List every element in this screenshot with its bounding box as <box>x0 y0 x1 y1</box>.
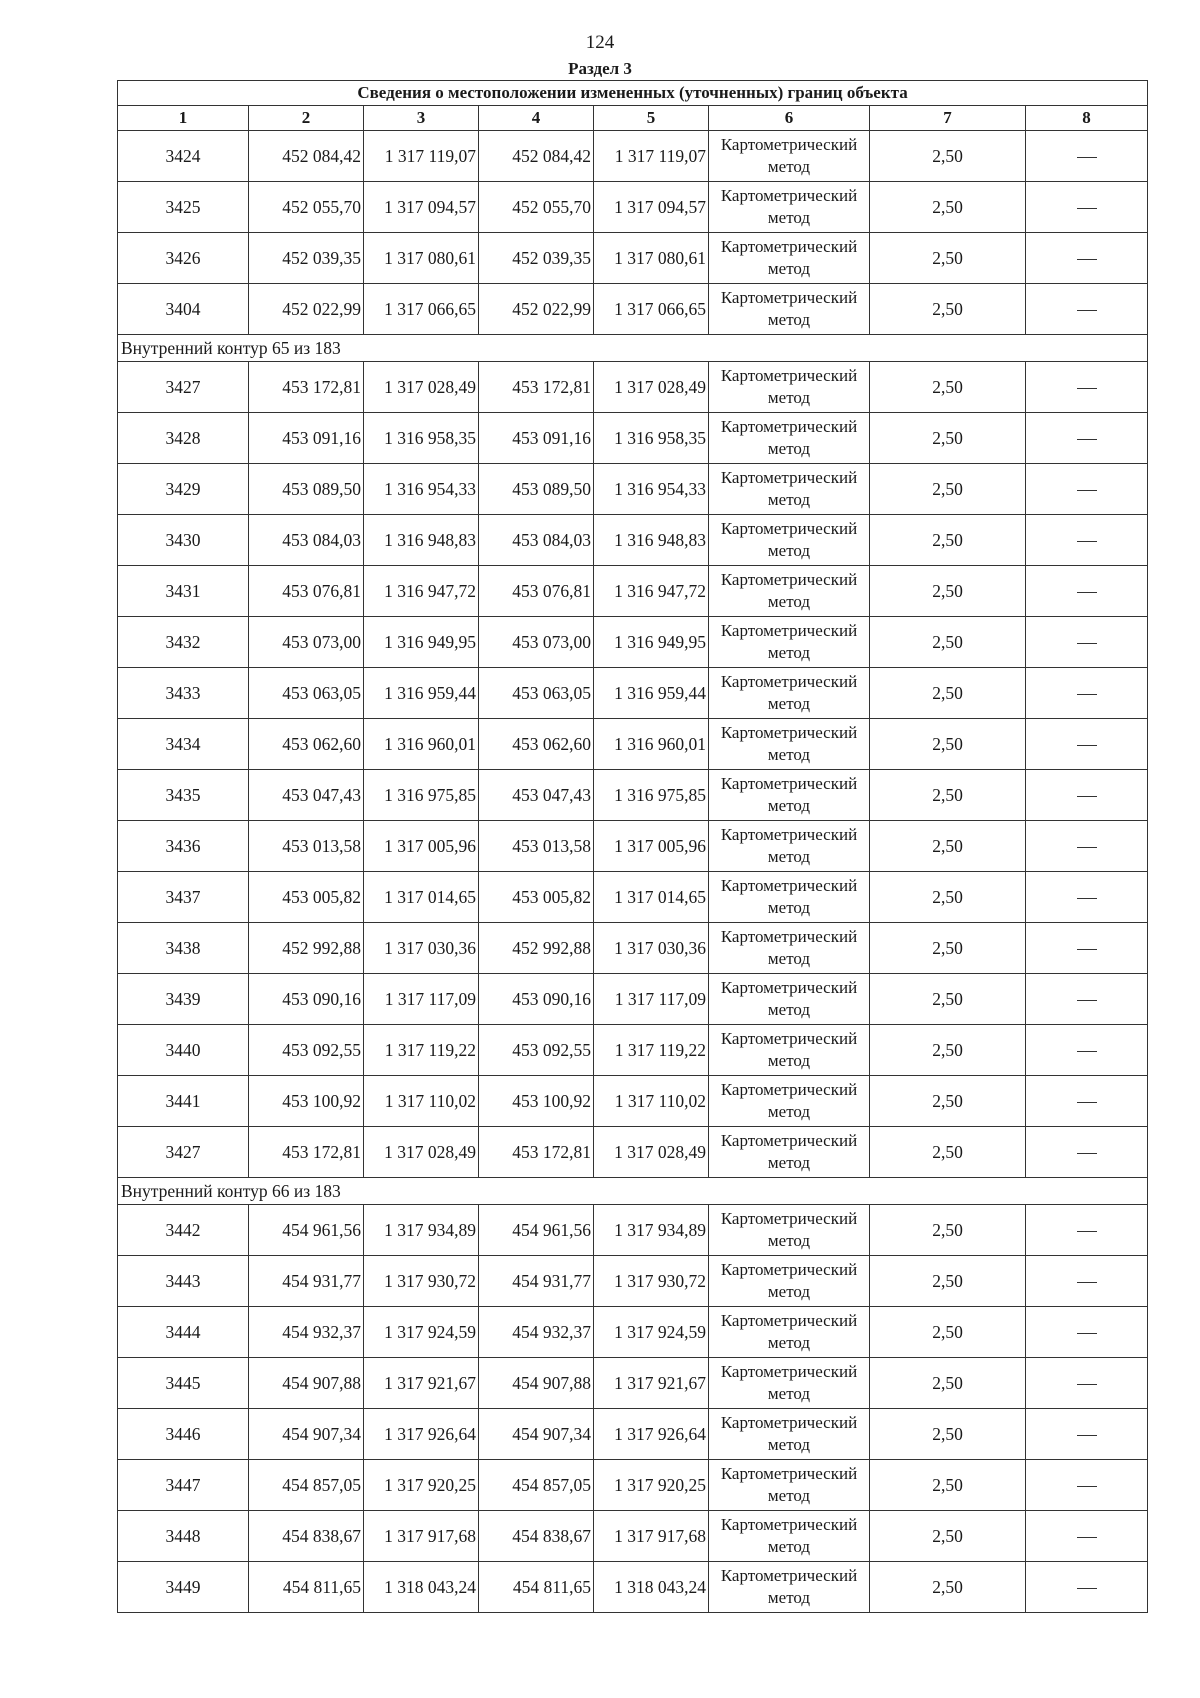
accuracy-cell: 2,50 <box>870 1307 1026 1358</box>
method-cell: Картометрический метод <box>709 770 870 821</box>
contour-row <box>118 335 1148 362</box>
note-cell <box>1026 566 1148 617</box>
accuracy-cell: 2,50 <box>870 464 1026 515</box>
empty-dash <box>1077 643 1097 644</box>
refined-x-cell: 453 076,81 <box>479 566 594 617</box>
table-row <box>118 821 1148 872</box>
empty-dash <box>1077 1537 1097 1538</box>
existing-y-cell: 1 316 948,83 <box>364 515 479 566</box>
column-number: 6 <box>709 106 870 131</box>
existing-x-cell: 453 047,43 <box>249 770 364 821</box>
refined-y-cell: 1 317 028,49 <box>594 1127 709 1178</box>
existing-y-cell: 1 316 949,95 <box>364 617 479 668</box>
refined-x-cell: 454 907,34 <box>479 1409 594 1460</box>
empty-dash <box>1077 694 1097 695</box>
empty-dash <box>1077 1051 1097 1052</box>
table-row <box>118 182 1148 233</box>
refined-y-cell: 1 317 930,72 <box>594 1256 709 1307</box>
refined-y-cell: 1 317 028,49 <box>594 362 709 413</box>
note-cell <box>1026 362 1148 413</box>
existing-y-cell: 1 318 043,24 <box>364 1562 479 1613</box>
accuracy-cell: 2,50 <box>870 233 1026 284</box>
table-row <box>118 1076 1148 1127</box>
note-cell <box>1026 1127 1148 1178</box>
accuracy-cell: 2,50 <box>870 1460 1026 1511</box>
existing-x-cell: 454 857,05 <box>249 1460 364 1511</box>
empty-dash <box>1077 1486 1097 1487</box>
existing-x-cell: 453 063,05 <box>249 668 364 719</box>
method-cell: Картометрический метод <box>709 1076 870 1127</box>
table-row <box>118 1409 1148 1460</box>
point-number-cell: 3444 <box>118 1307 249 1358</box>
empty-dash <box>1077 259 1097 260</box>
method-cell: Картометрический метод <box>709 1025 870 1076</box>
table-row <box>118 1511 1148 1562</box>
existing-x-cell: 453 013,58 <box>249 821 364 872</box>
empty-dash <box>1077 898 1097 899</box>
existing-y-cell: 1 317 934,89 <box>364 1205 479 1256</box>
point-number-cell: 3429 <box>118 464 249 515</box>
refined-x-cell: 453 013,58 <box>479 821 594 872</box>
note-cell <box>1026 182 1148 233</box>
existing-x-cell: 453 172,81 <box>249 362 364 413</box>
accuracy-cell: 2,50 <box>870 413 1026 464</box>
note-cell <box>1026 284 1148 335</box>
existing-y-cell: 1 317 080,61 <box>364 233 479 284</box>
method-cell: Картометрический метод <box>709 1127 870 1178</box>
note-cell <box>1026 233 1148 284</box>
refined-y-cell: 1 317 117,09 <box>594 974 709 1025</box>
existing-x-cell: 454 907,88 <box>249 1358 364 1409</box>
empty-dash <box>1077 796 1097 797</box>
coordinates-table <box>117 80 1148 1613</box>
column-number: 3 <box>364 106 479 131</box>
existing-y-cell: 1 316 960,01 <box>364 719 479 770</box>
existing-x-cell: 452 039,35 <box>249 233 364 284</box>
empty-dash <box>1077 208 1097 209</box>
table-row <box>118 770 1148 821</box>
existing-y-cell: 1 317 028,49 <box>364 1127 479 1178</box>
point-number-cell: 3442 <box>118 1205 249 1256</box>
table-row <box>118 464 1148 515</box>
existing-y-cell: 1 316 975,85 <box>364 770 479 821</box>
method-cell: Картометрический метод <box>709 1358 870 1409</box>
point-number-cell: 3445 <box>118 1358 249 1409</box>
method-cell: Картометрический метод <box>709 1460 870 1511</box>
accuracy-cell: 2,50 <box>870 284 1026 335</box>
empty-dash <box>1077 541 1097 542</box>
note-cell <box>1026 1307 1148 1358</box>
point-number-cell: 3404 <box>118 284 249 335</box>
existing-y-cell: 1 317 924,59 <box>364 1307 479 1358</box>
empty-dash <box>1077 1000 1097 1001</box>
table-row <box>118 1025 1148 1076</box>
refined-x-cell: 453 172,81 <box>479 1127 594 1178</box>
existing-x-cell: 454 932,37 <box>249 1307 364 1358</box>
existing-x-cell: 452 992,88 <box>249 923 364 974</box>
existing-y-cell: 1 316 958,35 <box>364 413 479 464</box>
table-row <box>118 362 1148 413</box>
empty-dash <box>1077 439 1097 440</box>
accuracy-cell: 2,50 <box>870 515 1026 566</box>
method-cell: Картометрический метод <box>709 617 870 668</box>
point-number-cell: 3433 <box>118 668 249 719</box>
column-number: 7 <box>870 106 1026 131</box>
refined-x-cell: 454 857,05 <box>479 1460 594 1511</box>
empty-dash <box>1077 1102 1097 1103</box>
refined-x-cell: 454 907,88 <box>479 1358 594 1409</box>
point-number-cell: 3431 <box>118 566 249 617</box>
existing-y-cell: 1 316 959,44 <box>364 668 479 719</box>
note-cell <box>1026 617 1148 668</box>
note-cell <box>1026 131 1148 182</box>
accuracy-cell: 2,50 <box>870 1256 1026 1307</box>
refined-y-cell: 1 316 975,85 <box>594 770 709 821</box>
note-cell <box>1026 413 1148 464</box>
method-cell: Картометрический метод <box>709 566 870 617</box>
point-number-cell: 3434 <box>118 719 249 770</box>
method-cell: Картометрический метод <box>709 1307 870 1358</box>
point-number-cell: 3447 <box>118 1460 249 1511</box>
existing-x-cell: 453 090,16 <box>249 974 364 1025</box>
table-row <box>118 131 1148 182</box>
method-cell: Картометрический метод <box>709 182 870 233</box>
point-number-cell: 3427 <box>118 362 249 413</box>
existing-y-cell: 1 317 005,96 <box>364 821 479 872</box>
table-body <box>118 131 1148 1613</box>
refined-x-cell: 453 005,82 <box>479 872 594 923</box>
empty-dash <box>1077 157 1097 158</box>
existing-x-cell: 453 084,03 <box>249 515 364 566</box>
contour-label: Внутренний контур 66 из 183 <box>118 1178 1148 1205</box>
note-cell <box>1026 1358 1148 1409</box>
existing-y-cell: 1 317 921,67 <box>364 1358 479 1409</box>
method-cell: Картометрический метод <box>709 1409 870 1460</box>
point-number-cell: 3443 <box>118 1256 249 1307</box>
refined-y-cell: 1 317 924,59 <box>594 1307 709 1358</box>
refined-x-cell: 454 838,67 <box>479 1511 594 1562</box>
method-cell: Картометрический метод <box>709 1511 870 1562</box>
method-cell: Картометрический метод <box>709 413 870 464</box>
point-number-cell: 3425 <box>118 182 249 233</box>
column-number: 4 <box>479 106 594 131</box>
refined-y-cell: 1 317 926,64 <box>594 1409 709 1460</box>
table-row <box>118 974 1148 1025</box>
column-number: 2 <box>249 106 364 131</box>
existing-y-cell: 1 317 110,02 <box>364 1076 479 1127</box>
empty-dash <box>1077 1588 1097 1589</box>
accuracy-cell: 2,50 <box>870 131 1026 182</box>
accuracy-cell: 2,50 <box>870 1127 1026 1178</box>
note-cell <box>1026 668 1148 719</box>
existing-x-cell: 453 092,55 <box>249 1025 364 1076</box>
refined-y-cell: 1 317 080,61 <box>594 233 709 284</box>
table-row <box>118 1307 1148 1358</box>
existing-y-cell: 1 316 954,33 <box>364 464 479 515</box>
method-cell: Картометрический метод <box>709 464 870 515</box>
refined-y-cell: 1 317 917,68 <box>594 1511 709 1562</box>
table-row <box>118 1127 1148 1178</box>
table-row <box>118 872 1148 923</box>
method-cell: Картометрический метод <box>709 872 870 923</box>
refined-x-cell: 453 100,92 <box>479 1076 594 1127</box>
point-number-cell: 3436 <box>118 821 249 872</box>
refined-x-cell: 454 811,65 <box>479 1562 594 1613</box>
note-cell <box>1026 1562 1148 1613</box>
empty-dash <box>1077 1435 1097 1436</box>
table-row <box>118 1358 1148 1409</box>
existing-y-cell: 1 317 920,25 <box>364 1460 479 1511</box>
contour-row <box>118 1178 1148 1205</box>
accuracy-cell: 2,50 <box>870 821 1026 872</box>
note-cell <box>1026 1511 1148 1562</box>
point-number-cell: 3441 <box>118 1076 249 1127</box>
accuracy-cell: 2,50 <box>870 182 1026 233</box>
refined-y-cell: 1 317 119,22 <box>594 1025 709 1076</box>
method-cell: Картометрический метод <box>709 362 870 413</box>
refined-x-cell: 453 172,81 <box>479 362 594 413</box>
column-number: 1 <box>118 106 249 131</box>
refined-y-cell: 1 317 030,36 <box>594 923 709 974</box>
table-row <box>118 1460 1148 1511</box>
table-row <box>118 719 1148 770</box>
refined-y-cell: 1 316 947,72 <box>594 566 709 617</box>
method-cell: Картометрический метод <box>709 923 870 974</box>
note-cell <box>1026 1409 1148 1460</box>
note-cell <box>1026 515 1148 566</box>
method-cell: Картометрический метод <box>709 668 870 719</box>
method-cell: Картометрический метод <box>709 1562 870 1613</box>
note-cell <box>1026 923 1148 974</box>
table-row <box>118 413 1148 464</box>
point-number-cell: 3449 <box>118 1562 249 1613</box>
refined-x-cell: 454 961,56 <box>479 1205 594 1256</box>
existing-y-cell: 1 316 947,72 <box>364 566 479 617</box>
refined-x-cell: 452 022,99 <box>479 284 594 335</box>
accuracy-cell: 2,50 <box>870 1205 1026 1256</box>
refined-x-cell: 453 047,43 <box>479 770 594 821</box>
method-cell: Картометрический метод <box>709 974 870 1025</box>
accuracy-cell: 2,50 <box>870 770 1026 821</box>
accuracy-cell: 2,50 <box>870 668 1026 719</box>
method-cell: Картометрический метод <box>709 233 870 284</box>
table-row <box>118 617 1148 668</box>
refined-y-cell: 1 316 954,33 <box>594 464 709 515</box>
note-cell <box>1026 872 1148 923</box>
refined-y-cell: 1 317 014,65 <box>594 872 709 923</box>
table-row <box>118 1256 1148 1307</box>
existing-x-cell: 453 100,92 <box>249 1076 364 1127</box>
note-cell <box>1026 1256 1148 1307</box>
existing-x-cell: 453 089,50 <box>249 464 364 515</box>
refined-x-cell: 454 931,77 <box>479 1256 594 1307</box>
method-cell: Картометрический метод <box>709 1256 870 1307</box>
refined-y-cell: 1 317 921,67 <box>594 1358 709 1409</box>
accuracy-cell: 2,50 <box>870 719 1026 770</box>
note-cell <box>1026 464 1148 515</box>
refined-y-cell: 1 316 948,83 <box>594 515 709 566</box>
column-number: 8 <box>1026 106 1148 131</box>
method-cell: Картометрический метод <box>709 284 870 335</box>
empty-dash <box>1077 490 1097 491</box>
note-cell <box>1026 1205 1148 1256</box>
refined-x-cell: 453 063,05 <box>479 668 594 719</box>
empty-dash <box>1077 1384 1097 1385</box>
accuracy-cell: 2,50 <box>870 1358 1026 1409</box>
contour-label: Внутренний контур 65 из 183 <box>118 335 1148 362</box>
existing-y-cell: 1 317 917,68 <box>364 1511 479 1562</box>
existing-y-cell: 1 317 926,64 <box>364 1409 479 1460</box>
table-row <box>118 515 1148 566</box>
existing-x-cell: 453 005,82 <box>249 872 364 923</box>
table-row <box>118 668 1148 719</box>
refined-y-cell: 1 316 949,95 <box>594 617 709 668</box>
point-number-cell: 3427 <box>118 1127 249 1178</box>
refined-x-cell: 452 084,42 <box>479 131 594 182</box>
point-number-cell: 3424 <box>118 131 249 182</box>
table-row <box>118 1205 1148 1256</box>
empty-dash <box>1077 847 1097 848</box>
refined-x-cell: 452 992,88 <box>479 923 594 974</box>
refined-y-cell: 1 317 920,25 <box>594 1460 709 1511</box>
existing-x-cell: 453 073,00 <box>249 617 364 668</box>
method-cell: Картометрический метод <box>709 515 870 566</box>
refined-x-cell: 452 055,70 <box>479 182 594 233</box>
accuracy-cell: 2,50 <box>870 362 1026 413</box>
refined-y-cell: 1 318 043,24 <box>594 1562 709 1613</box>
note-cell <box>1026 974 1148 1025</box>
method-cell: Картометрический метод <box>709 131 870 182</box>
existing-y-cell: 1 317 014,65 <box>364 872 479 923</box>
refined-x-cell: 453 062,60 <box>479 719 594 770</box>
existing-y-cell: 1 317 119,07 <box>364 131 479 182</box>
existing-x-cell: 454 811,65 <box>249 1562 364 1613</box>
empty-dash <box>1077 1231 1097 1232</box>
existing-y-cell: 1 317 066,65 <box>364 284 479 335</box>
accuracy-cell: 2,50 <box>870 923 1026 974</box>
point-number-cell: 3428 <box>118 413 249 464</box>
existing-x-cell: 454 838,67 <box>249 1511 364 1562</box>
note-cell <box>1026 719 1148 770</box>
refined-x-cell: 453 073,00 <box>479 617 594 668</box>
empty-dash <box>1077 310 1097 311</box>
accuracy-cell: 2,50 <box>870 1025 1026 1076</box>
refined-x-cell: 453 089,50 <box>479 464 594 515</box>
method-cell: Картометрический метод <box>709 1205 870 1256</box>
method-cell: Картометрический метод <box>709 719 870 770</box>
refined-x-cell: 453 084,03 <box>479 515 594 566</box>
table-row <box>118 284 1148 335</box>
page-number: 124 <box>585 32 615 53</box>
existing-y-cell: 1 317 119,22 <box>364 1025 479 1076</box>
refined-y-cell: 1 317 094,57 <box>594 182 709 233</box>
table-row <box>118 233 1148 284</box>
point-number-cell: 3440 <box>118 1025 249 1076</box>
refined-y-cell: 1 317 934,89 <box>594 1205 709 1256</box>
empty-dash <box>1077 388 1097 389</box>
refined-x-cell: 453 092,55 <box>479 1025 594 1076</box>
empty-dash <box>1077 949 1097 950</box>
empty-dash <box>1077 1282 1097 1283</box>
point-number-cell: 3437 <box>118 872 249 923</box>
refined-y-cell: 1 317 005,96 <box>594 821 709 872</box>
existing-y-cell: 1 317 028,49 <box>364 362 479 413</box>
refined-y-cell: 1 316 958,35 <box>594 413 709 464</box>
point-number-cell: 3439 <box>118 974 249 1025</box>
empty-dash <box>1077 1153 1097 1154</box>
refined-y-cell: 1 316 959,44 <box>594 668 709 719</box>
table-caption: Сведения о местоположении измененных (уточненных) границ объекта <box>118 81 1148 106</box>
note-cell <box>1026 1460 1148 1511</box>
method-cell: Картометрический метод <box>709 821 870 872</box>
point-number-cell: 3432 <box>118 617 249 668</box>
empty-dash <box>1077 1333 1097 1334</box>
point-number-cell: 3438 <box>118 923 249 974</box>
point-number-cell: 3448 <box>118 1511 249 1562</box>
table-row <box>118 923 1148 974</box>
empty-dash <box>1077 745 1097 746</box>
accuracy-cell: 2,50 <box>870 617 1026 668</box>
section-title: Раздел 3 <box>568 59 632 78</box>
point-number-cell: 3430 <box>118 515 249 566</box>
refined-y-cell: 1 317 066,65 <box>594 284 709 335</box>
existing-x-cell: 452 055,70 <box>249 182 364 233</box>
point-number-cell: 3446 <box>118 1409 249 1460</box>
existing-y-cell: 1 317 094,57 <box>364 182 479 233</box>
existing-y-cell: 1 317 930,72 <box>364 1256 479 1307</box>
column-number-row <box>118 106 1148 131</box>
refined-x-cell: 453 090,16 <box>479 974 594 1025</box>
refined-x-cell: 453 091,16 <box>479 413 594 464</box>
note-cell <box>1026 821 1148 872</box>
refined-y-cell: 1 317 110,02 <box>594 1076 709 1127</box>
accuracy-cell: 2,50 <box>870 974 1026 1025</box>
refined-y-cell: 1 316 960,01 <box>594 719 709 770</box>
existing-x-cell: 453 062,60 <box>249 719 364 770</box>
accuracy-cell: 2,50 <box>870 1511 1026 1562</box>
table-row <box>118 1562 1148 1613</box>
existing-x-cell: 454 907,34 <box>249 1409 364 1460</box>
existing-x-cell: 454 961,56 <box>249 1205 364 1256</box>
existing-x-cell: 452 084,42 <box>249 131 364 182</box>
accuracy-cell: 2,50 <box>870 1409 1026 1460</box>
column-number: 5 <box>594 106 709 131</box>
existing-x-cell: 452 022,99 <box>249 284 364 335</box>
accuracy-cell: 2,50 <box>870 872 1026 923</box>
accuracy-cell: 2,50 <box>870 566 1026 617</box>
point-number-cell: 3435 <box>118 770 249 821</box>
point-number-cell: 3426 <box>118 233 249 284</box>
existing-x-cell: 453 076,81 <box>249 566 364 617</box>
accuracy-cell: 2,50 <box>870 1562 1026 1613</box>
existing-y-cell: 1 317 117,09 <box>364 974 479 1025</box>
refined-x-cell: 452 039,35 <box>479 233 594 284</box>
existing-y-cell: 1 317 030,36 <box>364 923 479 974</box>
existing-x-cell: 454 931,77 <box>249 1256 364 1307</box>
note-cell <box>1026 1025 1148 1076</box>
refined-x-cell: 454 932,37 <box>479 1307 594 1358</box>
existing-x-cell: 453 172,81 <box>249 1127 364 1178</box>
existing-x-cell: 453 091,16 <box>249 413 364 464</box>
table-row <box>118 566 1148 617</box>
refined-y-cell: 1 317 119,07 <box>594 131 709 182</box>
accuracy-cell: 2,50 <box>870 1076 1026 1127</box>
note-cell <box>1026 1076 1148 1127</box>
note-cell <box>1026 770 1148 821</box>
empty-dash <box>1077 592 1097 593</box>
